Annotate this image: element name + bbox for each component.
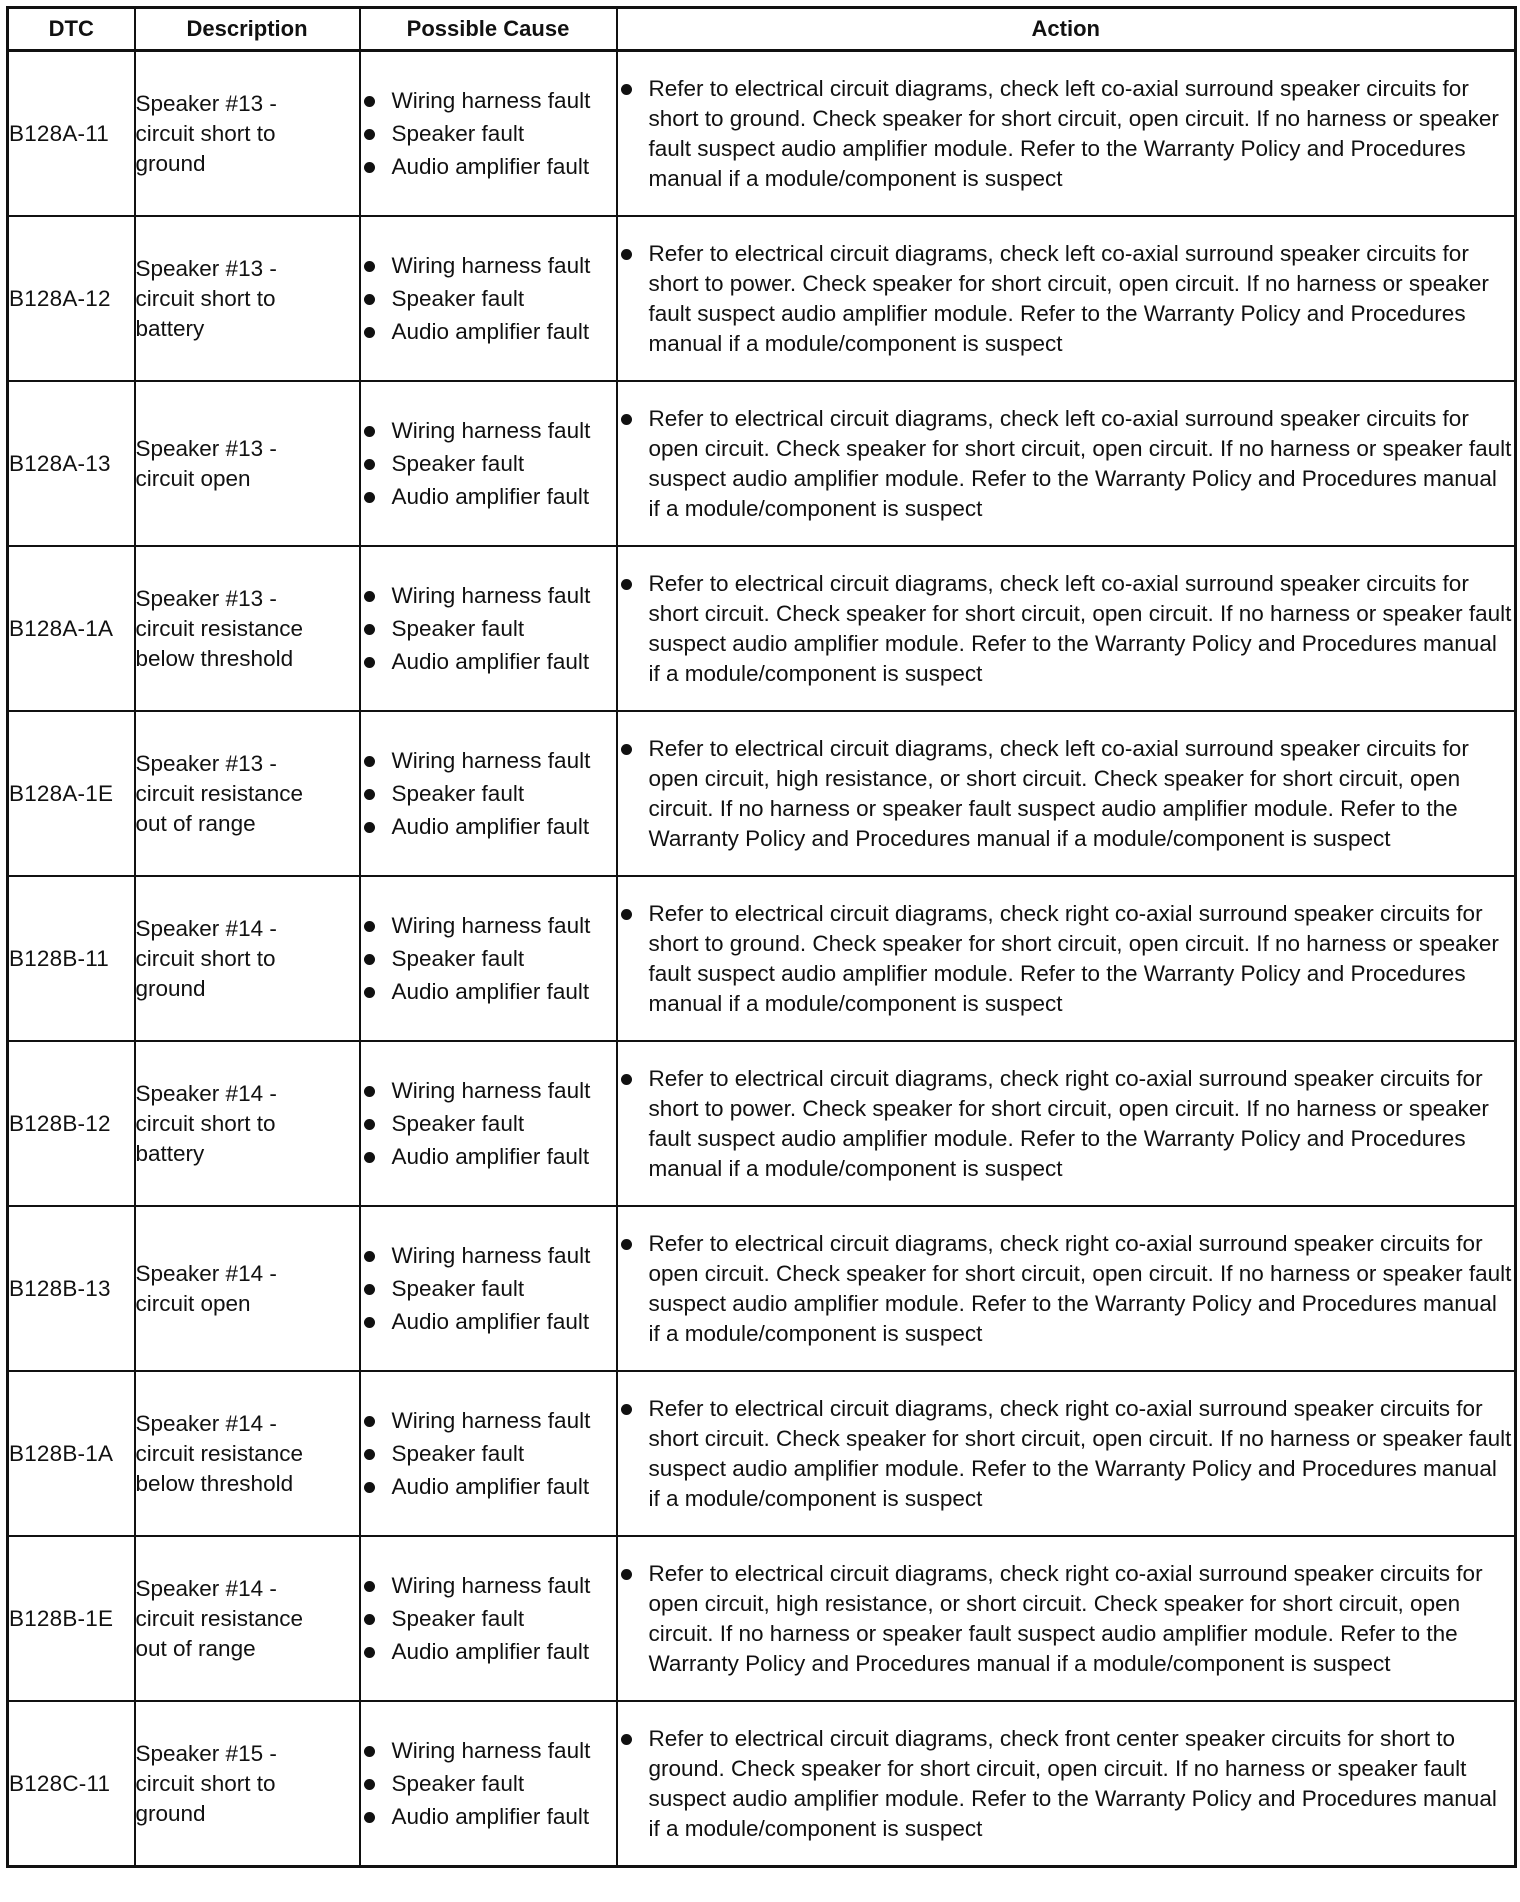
cause-text: Wiring harness fault <box>391 1242 591 1268</box>
header-possible-cause: Possible Cause <box>360 8 617 51</box>
cause-text: Wiring harness fault <box>391 747 591 773</box>
description-line: circuit short to <box>135 1110 276 1136</box>
action-list <box>618 734 1515 854</box>
cause-item <box>361 1604 616 1634</box>
possible-causes <box>360 1536 617 1701</box>
table-body <box>8 51 1516 1867</box>
bullet-icon <box>364 1416 375 1427</box>
cause-text: Speaker fault <box>391 450 525 476</box>
cause-text: Audio amplifier fault <box>391 1143 590 1169</box>
dtc-code <box>8 381 135 546</box>
bullet-icon <box>364 1086 375 1097</box>
cause-text: Audio amplifier fault <box>391 1473 590 1499</box>
possible-causes <box>360 1206 617 1371</box>
action-text: Refer to electrical circuit diagrams, check left co-axial surround speaker circuits for short circuit. Check speaker for short circuit, open circuit. If no harness or speaker fault suspect audio amplifier module. Refer to the Warranty Policy and Procedures manual if a module/component is suspect <box>648 570 1512 686</box>
action-list <box>618 569 1515 689</box>
action-text: Refer to electrical circuit diagrams, check left co-axial surround speaker circuits for open circuit, high resistance, or short circuit. Check speaker for short circuit, open circuit. If no harness or speaker fault suspect audio amplifier module. Refer to the Warranty Policy and Procedures manual if a module/component is suspect <box>648 735 1469 851</box>
dtc-code-text: B128B-12 <box>9 1110 111 1136</box>
action-cell <box>617 876 1516 1041</box>
description-line: battery <box>135 315 205 341</box>
description-line: Speaker #13 - <box>135 435 277 461</box>
cause-item <box>361 251 616 281</box>
cause-item <box>361 944 616 974</box>
action-item <box>618 1724 1515 1844</box>
action-text: Refer to electrical circuit diagrams, check right co-axial surround speaker circuits for short circuit. Check speaker for short circuit, open circuit. If no harness or speaker fault suspect audio amplifier module. Refer to the Warranty Policy and Procedures manual if a module/component is suspect <box>648 1395 1512 1511</box>
cause-item <box>361 1076 616 1106</box>
action-cell <box>617 216 1516 381</box>
description-line: ground <box>135 1800 206 1826</box>
cause-item <box>361 449 616 479</box>
bullet-icon <box>621 414 632 425</box>
cause-item <box>361 1472 616 1502</box>
bullet-icon <box>364 624 375 635</box>
cause-list <box>361 416 616 512</box>
cause-item <box>361 581 616 611</box>
bullet-icon <box>621 1734 632 1745</box>
cause-list <box>361 86 616 182</box>
possible-causes <box>360 381 617 546</box>
action-list <box>618 1724 1515 1844</box>
dtc-code <box>8 216 135 381</box>
action-text: Refer to electrical circuit diagrams, check right co-axial surround speaker circuits for open circuit, high resistance, or short circuit. Check speaker for short circuit, open circuit. If no harness or speaker fault suspect audio amplifier module. Refer to the Warranty Policy and Procedures manual if a module/component is suspect <box>648 1560 1483 1676</box>
bullet-icon <box>621 744 632 755</box>
possible-causes <box>360 1371 617 1536</box>
bullet-icon <box>364 1614 375 1625</box>
dtc-code <box>8 1041 135 1206</box>
cause-list <box>361 1406 616 1502</box>
cause-text: Audio amplifier fault <box>391 318 590 344</box>
bullet-icon <box>364 1251 375 1262</box>
description-line: circuit short to <box>135 1770 276 1796</box>
dtc-description <box>135 381 360 546</box>
bullet-icon <box>364 1812 375 1823</box>
cause-text: Audio amplifier fault <box>391 483 590 509</box>
cause-item <box>361 1142 616 1172</box>
action-cell <box>617 1371 1516 1536</box>
action-item <box>618 899 1515 1019</box>
description-line: circuit short to <box>135 945 276 971</box>
description-line: Speaker #13 - <box>135 585 277 611</box>
possible-causes <box>360 546 617 711</box>
cause-item <box>361 1439 616 1469</box>
dtc-table <box>6 6 1517 1868</box>
cause-item <box>361 284 616 314</box>
cause-list <box>361 1736 616 1832</box>
action-cell <box>617 1041 1516 1206</box>
cause-text: Audio amplifier fault <box>391 978 590 1004</box>
dtc-code-text: B128A-13 <box>9 450 111 476</box>
cause-text: Wiring harness fault <box>391 912 591 938</box>
dtc-code <box>8 1206 135 1371</box>
cause-item <box>361 1736 616 1766</box>
possible-causes <box>360 711 617 876</box>
description-line: Speaker #13 - <box>135 750 277 776</box>
dtc-code-text: B128A-11 <box>9 120 110 146</box>
dtc-code <box>8 51 135 217</box>
description-line: out of range <box>135 810 256 836</box>
cause-text: Audio amplifier fault <box>391 813 590 839</box>
description-line: battery <box>135 1140 205 1166</box>
description-line: circuit resistance <box>135 1440 304 1466</box>
dtc-code <box>8 876 135 1041</box>
document-page <box>6 6 1514 1868</box>
cause-text: Speaker fault <box>391 780 525 806</box>
cause-item <box>361 317 616 347</box>
description-line: out of range <box>135 1635 256 1661</box>
header-action: Action <box>617 8 1516 51</box>
cause-text: Wiring harness fault <box>391 1737 591 1763</box>
table-row <box>8 876 1516 1041</box>
cause-item <box>361 86 616 116</box>
cause-text: Speaker fault <box>391 285 525 311</box>
table-header-row <box>8 8 1516 51</box>
action-item <box>618 404 1515 524</box>
cause-item <box>361 416 616 446</box>
bullet-icon <box>364 261 375 272</box>
dtc-code-text: B128A-1E <box>9 780 114 806</box>
cause-item <box>361 647 616 677</box>
table-row <box>8 51 1516 217</box>
cause-item <box>361 152 616 182</box>
bullet-icon <box>621 1404 632 1415</box>
bullet-icon <box>621 1074 632 1085</box>
bullet-icon <box>621 249 632 260</box>
cause-text: Speaker fault <box>391 615 525 641</box>
description-line: circuit short to <box>135 285 276 311</box>
dtc-code <box>8 1701 135 1867</box>
action-list <box>618 899 1515 1019</box>
dtc-description <box>135 876 360 1041</box>
action-item <box>618 1559 1515 1679</box>
dtc-description <box>135 1536 360 1701</box>
bullet-icon <box>364 96 375 107</box>
cause-text: Audio amplifier fault <box>391 1308 590 1334</box>
cause-item <box>361 482 616 512</box>
action-item <box>618 734 1515 854</box>
bullet-icon <box>364 921 375 932</box>
dtc-description <box>135 711 360 876</box>
bullet-icon <box>364 756 375 767</box>
bullet-icon <box>621 579 632 590</box>
dtc-description <box>135 1701 360 1867</box>
cause-item <box>361 1241 616 1271</box>
cause-text: Audio amplifier fault <box>391 153 590 179</box>
dtc-code <box>8 546 135 711</box>
action-cell <box>617 1701 1516 1867</box>
description-line: circuit open <box>135 1290 251 1316</box>
cause-text: Audio amplifier fault <box>391 1803 590 1829</box>
bullet-icon <box>364 426 375 437</box>
cause-item <box>361 1274 616 1304</box>
dtc-code-text: B128B-11 <box>9 945 110 971</box>
action-list <box>618 1394 1515 1514</box>
cause-text: Wiring harness fault <box>391 252 591 278</box>
cause-text: Audio amplifier fault <box>391 648 590 674</box>
table-row <box>8 1701 1516 1867</box>
description-line: Speaker #15 - <box>135 1740 277 1766</box>
dtc-code-text: B128B-13 <box>9 1275 111 1301</box>
possible-causes <box>360 216 617 381</box>
dtc-code-text: B128A-1A <box>9 615 114 641</box>
cause-text: Speaker fault <box>391 1440 525 1466</box>
action-list <box>618 404 1515 524</box>
bullet-icon <box>364 1581 375 1592</box>
action-cell <box>617 546 1516 711</box>
dtc-description <box>135 1371 360 1536</box>
action-item <box>618 239 1515 359</box>
description-line: ground <box>135 975 206 1001</box>
description-line: below threshold <box>135 645 294 671</box>
cause-text: Wiring harness fault <box>391 1077 591 1103</box>
bullet-icon <box>364 1746 375 1757</box>
action-text: Refer to electrical circuit diagrams, check left co-axial surround speaker circuits for open circuit. Check speaker for short circuit, open circuit. If no harness or speaker fault suspect audio amplifier module. Refer to the Warranty Policy and Procedures manual if a module/component is suspect <box>648 405 1512 521</box>
bullet-icon <box>621 1569 632 1580</box>
cause-list <box>361 911 616 1007</box>
bullet-icon <box>364 1647 375 1658</box>
cause-item <box>361 779 616 809</box>
dtc-description <box>135 1041 360 1206</box>
description-line: circuit short to <box>135 120 276 146</box>
cause-text: Speaker fault <box>391 1605 525 1631</box>
bullet-icon <box>364 1119 375 1130</box>
dtc-code-text: B128B-1E <box>9 1605 114 1631</box>
dtc-code-text: B128B-1A <box>9 1440 114 1466</box>
bullet-icon <box>364 657 375 668</box>
cause-text: Wiring harness fault <box>391 582 591 608</box>
cause-text: Speaker fault <box>391 945 525 971</box>
cause-item <box>361 746 616 776</box>
header-description: Description <box>135 8 360 51</box>
bullet-icon <box>364 1317 375 1328</box>
action-text: Refer to electrical circuit diagrams, check front center speaker circuits for short to ground. Check speaker for short circuit, open circuit. If no harness or speaker fault suspect audio amplifier module. Refer to the Warranty Policy and Procedures manual if a module/component is suspect <box>648 1725 1497 1841</box>
header-dtc: DTC <box>8 8 135 51</box>
table-row <box>8 381 1516 546</box>
cause-item <box>361 812 616 842</box>
dtc-code-text: B128C-11 <box>9 1770 111 1796</box>
cause-text: Speaker fault <box>391 1275 525 1301</box>
description-line: ground <box>135 150 206 176</box>
description-line: below threshold <box>135 1470 294 1496</box>
action-list <box>618 1229 1515 1349</box>
bullet-icon <box>621 909 632 920</box>
cause-text: Wiring harness fault <box>391 1407 591 1433</box>
bullet-icon <box>364 1482 375 1493</box>
dtc-code <box>8 1536 135 1701</box>
dtc-description <box>135 546 360 711</box>
description-line: circuit open <box>135 465 251 491</box>
bullet-icon <box>364 162 375 173</box>
description-line: Speaker #14 - <box>135 915 277 941</box>
action-list <box>618 74 1515 194</box>
cause-item <box>361 119 616 149</box>
cause-text: Wiring harness fault <box>391 417 591 443</box>
action-cell <box>617 1206 1516 1371</box>
action-text: Refer to electrical circuit diagrams, check right co-axial surround speaker circuits for open circuit. Check speaker for short circuit, open circuit. If no harness or speaker fault suspect audio amplifier module. Refer to the Warranty Policy and Procedures manual if a module/component is suspect <box>648 1230 1512 1346</box>
description-line: Speaker #14 - <box>135 1575 277 1601</box>
bullet-icon <box>621 84 632 95</box>
bullet-icon <box>364 789 375 800</box>
action-cell <box>617 711 1516 876</box>
table-row <box>8 1206 1516 1371</box>
cause-list <box>361 1571 616 1667</box>
description-line: Speaker #14 - <box>135 1080 277 1106</box>
cause-text: Wiring harness fault <box>391 1572 591 1598</box>
cause-list <box>361 1241 616 1337</box>
bullet-icon <box>364 591 375 602</box>
cause-list <box>361 1076 616 1172</box>
action-list <box>618 1064 1515 1184</box>
table-row <box>8 1536 1516 1701</box>
description-line: circuit resistance <box>135 615 304 641</box>
bullet-icon <box>364 1779 375 1790</box>
action-list <box>618 1559 1515 1679</box>
description-line: Speaker #14 - <box>135 1260 277 1286</box>
action-text: Refer to electrical circuit diagrams, check right co-axial surround speaker circuits for short to ground. Check speaker for short circuit, open circuit. If no harness or speaker fault suspect audio amplifier module. Refer to the Warranty Policy and Procedures manual if a module/component is suspect <box>648 900 1499 1016</box>
cause-item <box>361 1406 616 1436</box>
cause-text: Speaker fault <box>391 1110 525 1136</box>
bullet-icon <box>364 129 375 140</box>
action-item <box>618 1394 1515 1514</box>
cause-list <box>361 746 616 842</box>
possible-causes <box>360 1041 617 1206</box>
dtc-description <box>135 216 360 381</box>
possible-causes <box>360 1701 617 1867</box>
action-item <box>618 74 1515 194</box>
action-text: Refer to electrical circuit diagrams, check left co-axial surround speaker circuits for short to power. Check speaker for short circuit, open circuit. If no harness or speaker fault suspect audio amplifier module. Refer to the Warranty Policy and Procedures manual if a module/component is suspect <box>648 240 1489 356</box>
bullet-icon <box>364 954 375 965</box>
bullet-icon <box>364 492 375 503</box>
cause-item <box>361 1802 616 1832</box>
bullet-icon <box>364 987 375 998</box>
bullet-icon <box>364 1152 375 1163</box>
description-line: circuit resistance <box>135 1605 304 1631</box>
bullet-icon <box>364 294 375 305</box>
cause-item <box>361 977 616 1007</box>
action-cell <box>617 1536 1516 1701</box>
table-row <box>8 711 1516 876</box>
action-item <box>618 1064 1515 1184</box>
dtc-code <box>8 711 135 876</box>
bullet-icon <box>364 459 375 470</box>
dtc-code <box>8 1371 135 1536</box>
action-cell <box>617 381 1516 546</box>
cause-item <box>361 1307 616 1337</box>
table-row <box>8 1371 1516 1536</box>
possible-causes <box>360 876 617 1041</box>
bullet-icon <box>364 1284 375 1295</box>
cause-item <box>361 1769 616 1799</box>
table-row <box>8 546 1516 711</box>
table-row <box>8 216 1516 381</box>
cause-item <box>361 911 616 941</box>
action-text: Refer to electrical circuit diagrams, check left co-axial surround speaker circuits for short to ground. Check speaker for short circuit, open circuit. If no harness or speaker fault suspect audio amplifier module. Refer to the Warranty Policy and Procedures manual if a module/component is suspect <box>648 75 1499 191</box>
description-line: Speaker #14 - <box>135 1410 277 1436</box>
cause-text: Speaker fault <box>391 120 525 146</box>
action-text: Refer to electrical circuit diagrams, check right co-axial surround speaker circuits for short to power. Check speaker for short circuit, open circuit. If no harness or speaker fault suspect audio amplifier module. Refer to the Warranty Policy and Procedures manual if a module/component is suspect <box>648 1065 1489 1181</box>
description-line: Speaker #13 - <box>135 90 277 116</box>
description-line: circuit resistance <box>135 780 304 806</box>
description-line: Speaker #13 - <box>135 255 277 281</box>
cause-item <box>361 614 616 644</box>
cause-item <box>361 1571 616 1601</box>
action-cell <box>617 51 1516 217</box>
action-item <box>618 1229 1515 1349</box>
cause-text: Audio amplifier fault <box>391 1638 590 1664</box>
cause-text: Speaker fault <box>391 1770 525 1796</box>
bullet-icon <box>364 822 375 833</box>
table-row <box>8 1041 1516 1206</box>
action-list <box>618 239 1515 359</box>
cause-item <box>361 1109 616 1139</box>
dtc-description <box>135 51 360 217</box>
cause-list <box>361 581 616 677</box>
bullet-icon <box>364 327 375 338</box>
action-item <box>618 569 1515 689</box>
possible-causes <box>360 51 617 217</box>
bullet-icon <box>621 1239 632 1250</box>
bullet-icon <box>364 1449 375 1460</box>
cause-item <box>361 1637 616 1667</box>
dtc-code-text: B128A-12 <box>9 285 111 311</box>
dtc-description <box>135 1206 360 1371</box>
cause-list <box>361 251 616 347</box>
cause-text: Wiring harness fault <box>391 87 591 113</box>
